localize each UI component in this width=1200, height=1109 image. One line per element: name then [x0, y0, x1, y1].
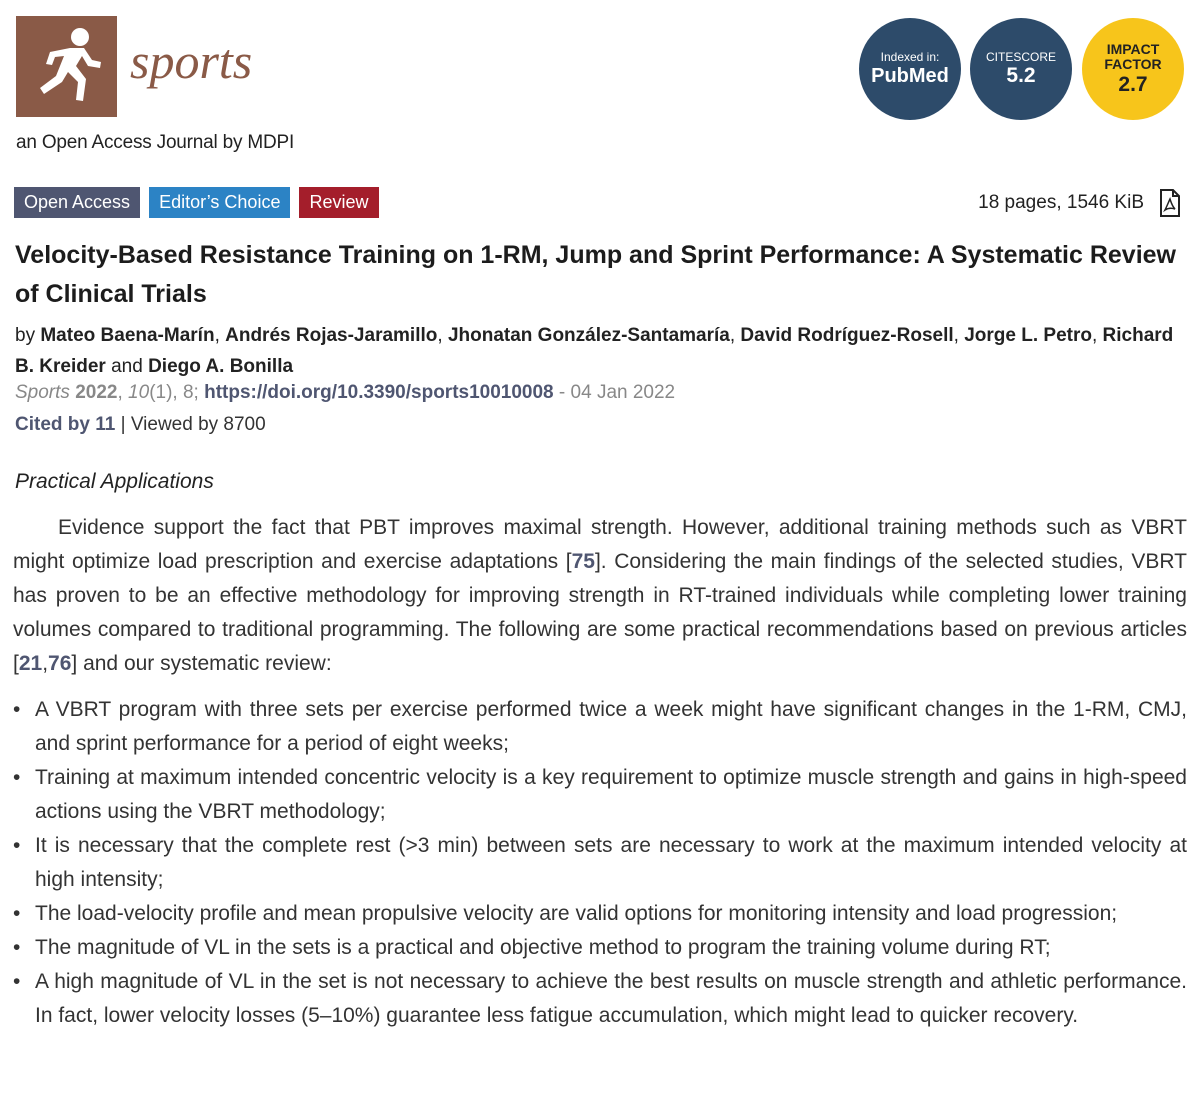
by-label: by	[15, 325, 36, 346]
list-item: • A VBRT program with three sets per exercise performed twice a week might have significant changes in the 1-RM, CMJ, and sprint performance for a period of eight weeks;	[13, 693, 1187, 761]
para-text: ] and our systematic review:	[71, 652, 332, 675]
author-link[interactable]: David Rodríguez-Rosell	[740, 325, 954, 346]
editors-choice-tag[interactable]: Editor’s Choice	[149, 187, 290, 218]
running-person-icon	[16, 16, 117, 117]
article-tags	[14, 187, 379, 218]
pubmed-badge[interactable]	[859, 18, 961, 120]
doi-link[interactable]: https://doi.org/10.3390/sports10010008	[204, 382, 554, 403]
author-separator: ,	[437, 325, 448, 346]
citation-volume: 10	[128, 382, 150, 403]
publication-date: - 04 Jan 2022	[558, 382, 676, 403]
journal-name[interactable]: sports	[130, 33, 253, 89]
reference-link[interactable]: 21	[18, 652, 43, 675]
pubmed-badge-value: PubMed	[871, 64, 949, 87]
author-separator: ,	[214, 325, 226, 346]
author-link[interactable]: Mateo Baena-Marín	[40, 325, 215, 346]
citation-journal: Sports	[15, 382, 70, 403]
pdf-download-icon[interactable]	[1158, 189, 1182, 217]
list-item: • The load-velocity profile and mean propulsive velocity are valid options for monitoring intensity and load progression;	[13, 897, 1187, 931]
cited-by-link[interactable]: Cited by 11	[15, 414, 116, 435]
author-separator: ,	[729, 325, 741, 346]
list-item: • The magnitude of VL in the sets is a practical and objective method to program the training volume during RT;	[13, 931, 1187, 965]
pubmed-badge-label: Indexed in:	[880, 50, 940, 65]
author-link[interactable]: Jhonatan González-Santamaría	[447, 325, 730, 346]
body-paragraph	[13, 511, 1187, 681]
citation-line: Sports 2022, 10(1), 8; https://doi.org/10.3390/sports10010008 - 04 Jan 2022	[15, 382, 676, 403]
journal-logo-mark[interactable]	[16, 16, 117, 117]
para-text: Evidence support the fact that PBT improves maximal strength. However, additional training methods such as VBRT might optimize load prescription and exercise adaptations [	[13, 516, 1187, 573]
citescore-value: 5.2	[1006, 64, 1036, 88]
journal-subtitle: an Open Access Journal by MDPI	[16, 132, 295, 153]
citation-year: 2022	[75, 382, 118, 403]
article-title[interactable]: Velocity-Based Resistance Training on 1-RM, Jump and Sprint Performance: A Systematic Review of Clinical Trials	[15, 241, 1176, 308]
author-separator: ,	[953, 325, 965, 346]
impact-label-1: IMPACT	[1106, 41, 1160, 58]
list-item: • A high magnitude of VL in the set is not necessary to achieve the best results on muscle strength and athletic performance. In fact, lower velocity losses (5–10%) guarantee less fatigue accumulation, which might lead to quicker recovery.	[13, 965, 1187, 1033]
reference-link[interactable]: 76	[48, 652, 72, 675]
author-separator: and	[105, 356, 149, 377]
file-info: 18 pages, 1546 KiB	[978, 192, 1144, 213]
impact-factor-badge[interactable]	[1082, 18, 1184, 120]
section-heading: Practical Applications	[15, 470, 214, 493]
reference-link[interactable]: 75	[571, 550, 595, 573]
citation-issue: (1), 8;	[149, 382, 199, 403]
author-link[interactable]: Diego A. Bonilla	[148, 356, 294, 377]
citescore-badge[interactable]	[970, 18, 1072, 120]
recommendation-list	[13, 693, 1187, 1033]
list-item: • Training at maximum intended concentric velocity is a key requirement to optimize muscle strength and gains in high-speed actions using the VBRT methodology;	[13, 761, 1187, 829]
para-text: ,	[42, 652, 49, 675]
para-text: ]. Considering the main findings of the selected studies, VBRT has proven to be an effective methodology for improving strength in RT-trained individuals while completing lower training volumes compared to traditional programming. The following are some practical recommendations based on previous articles [	[13, 550, 1187, 675]
author-link[interactable]: Richard B. Kreider	[15, 325, 1174, 377]
review-tag[interactable]: Review	[299, 187, 378, 218]
author-link[interactable]: Jorge L. Petro	[964, 325, 1092, 346]
article-stats	[15, 414, 266, 436]
author-separator: ,	[1091, 325, 1103, 346]
author-list	[15, 320, 1190, 382]
author-link[interactable]: Andrés Rojas-Jaramillo	[225, 325, 438, 346]
impact-factor-value: 2.7	[1118, 72, 1148, 96]
viewed-count: | Viewed by 8700	[120, 414, 266, 435]
list-item: • It is necessary that the complete rest (>3 min) between sets are necessary to work at the maximum intended velocity at high intensity;	[13, 829, 1187, 897]
impact-label-2: FACTOR	[1104, 56, 1162, 73]
open-access-tag[interactable]: Open Access	[14, 187, 140, 218]
citescore-label: CITESCORE	[985, 49, 1056, 64]
